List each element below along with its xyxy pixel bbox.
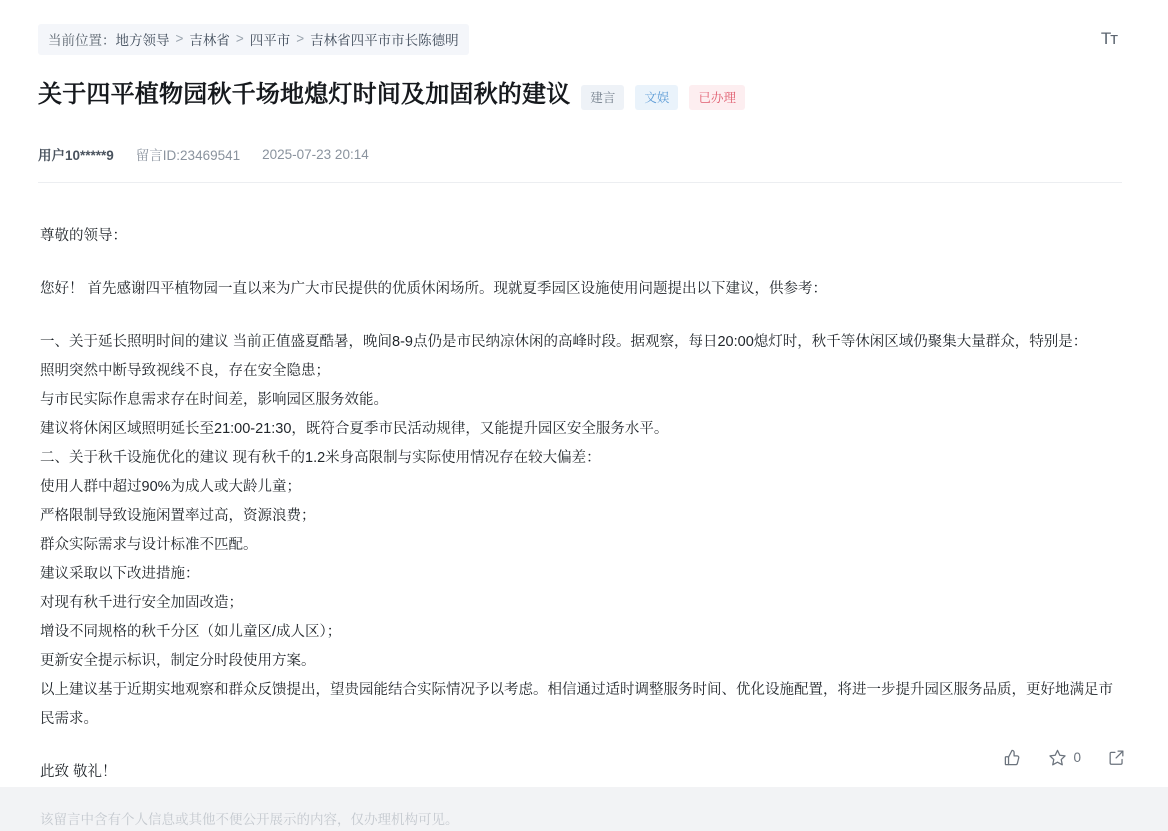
- breadcrumb-item-province[interactable]: 吉林省: [189, 32, 230, 48]
- post-author: 用户10*****9: [38, 148, 114, 164]
- post-message-id: 留言ID:23469541: [135, 148, 241, 164]
- post-paragraph-closing: 以上建议基于近期实地观察和群众反馈提出，望贵园能结合实际情况予以考虑。相信通过适时调整服务时间、优化设施配置，将进一步提升园区服务品质，更好地满足市民需求。: [40, 682, 1113, 728]
- post-meta: [8, 128, 1152, 164]
- share-button[interactable]: [1107, 748, 1126, 767]
- post-paragraph-section2: 二、关于秋千设施优化的建议 现有秋千的1.2米身高限制与实际使用情况存在较大偏差：: [40, 450, 601, 467]
- post-paragraph-s2-point3: 群众实际需求与设计标准不匹配。: [40, 537, 258, 554]
- share-icon: [1107, 748, 1126, 767]
- post-paragraph-greeting: 尊敬的领导：: [40, 228, 127, 245]
- breadcrumb-separator-2: >: [235, 31, 244, 46]
- breadcrumb: [38, 24, 469, 55]
- post-paragraph-section1: 一、关于延长照明时间的建议 当前正值盛夏酷暑，晚间8-9点仍是市民纳凉休闲的高峰时段。据观察，每日20:00熄灯时，秋千等休闲区域仍聚集大量群众，特别是：: [40, 334, 1088, 351]
- status-badge-category: 文娱: [635, 85, 678, 110]
- post-paragraph-measure3: 更新安全提示标识，制定分时段使用方案。: [40, 653, 316, 670]
- title-row: [8, 52, 1152, 128]
- like-button[interactable]: [1003, 748, 1022, 767]
- post-card: [8, 0, 1152, 828]
- post-paragraph-s1-point1: 照明突然中断导致视线不良，存在安全隐患；: [40, 363, 330, 380]
- post-body: [8, 183, 1152, 831]
- post-timestamp: 2025-07-23 20:14: [262, 146, 369, 162]
- post-paragraph-measure1: 对现有秋千进行安全加固改造；: [40, 595, 243, 612]
- favorite-button[interactable]: [1048, 748, 1081, 767]
- breadcrumb-separator-1: >: [175, 31, 184, 46]
- font-size-icon[interactable]: Tᴛ: [1100, 29, 1118, 48]
- breadcrumb-row: [8, 0, 1152, 52]
- privacy-note: 该留言中含有个人信息或其他不便公开展示的内容，仅办理机构可见。: [40, 812, 459, 828]
- status-badge-state: 已办理: [689, 85, 745, 110]
- breadcrumb-item-city[interactable]: 四平市: [249, 32, 291, 48]
- post-paragraph-s1-suggestion: 建议将休闲区域照明延长至21:00-21:30，既符合夏季市民活动规律，又能提升园区安全服务水平。: [40, 421, 669, 438]
- post-paragraph-s2-point2: 严格限制导致设施闲置率过高，资源浪费；: [40, 508, 316, 525]
- breadcrumb-item-current: 吉林省四平市市长陈德明: [310, 32, 459, 48]
- status-badge-type: 建言: [581, 85, 624, 110]
- post-paragraph-measure2: 增设不同规格的秋千分区（如儿童区/成人区）；: [40, 624, 342, 641]
- breadcrumb-separator-3: >: [296, 31, 305, 46]
- page-title: 关于四平植物园秋千场地熄灯时间及加固秋的建议: [38, 81, 571, 109]
- breadcrumb-label: 当前位置：: [48, 32, 116, 48]
- post-paragraph-intro: 您好！ 首先感谢四平植物园一直以来为广大市民提供的优质休闲场所。现就夏季园区设施使用问题提出以下建议，供参考：: [40, 281, 828, 298]
- post-paragraph-signoff: 此致 敬礼！: [40, 764, 117, 781]
- favorite-count: 0: [1073, 750, 1081, 765]
- post-paragraph-s1-point2: 与市民实际作息需求存在时间差，影响园区服务效能。: [40, 392, 388, 409]
- thumbs-up-icon: [1003, 748, 1022, 767]
- post-paragraph-s2-point1: 使用人群中超过90%为成人或大龄儿童；: [40, 479, 302, 496]
- post-paragraph-measures-header: 建议采取以下改进措施：: [40, 566, 200, 583]
- star-icon: [1048, 748, 1067, 767]
- post-actions: [1003, 748, 1126, 767]
- breadcrumb-item-local-leaders[interactable]: 地方领导: [115, 32, 170, 48]
